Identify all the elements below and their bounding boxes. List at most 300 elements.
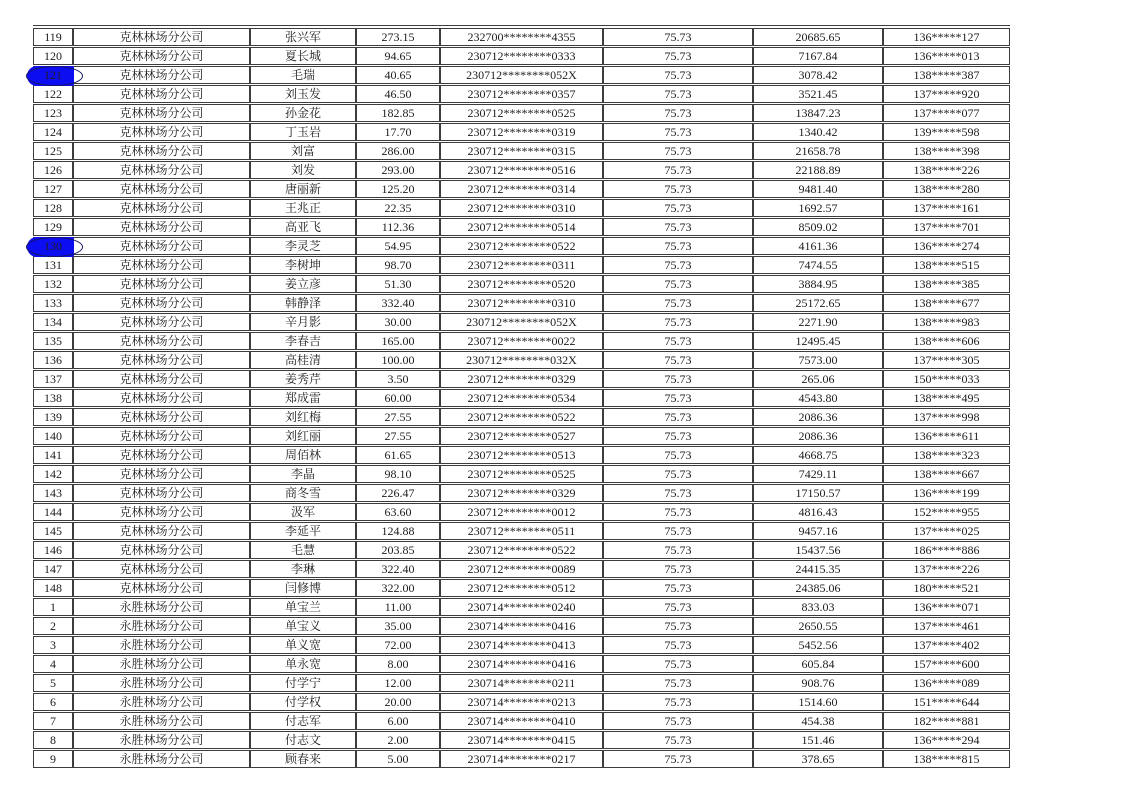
- cell-id-number: [440, 503, 603, 521]
- company-value: 永胜林场分公司: [119, 676, 204, 690]
- cell-rate: [603, 598, 753, 616]
- amount-value: 9481.40: [798, 182, 838, 196]
- cell-id-number: [440, 199, 603, 217]
- table-row: [33, 142, 1010, 160]
- table-row: [33, 123, 1010, 141]
- amount-value: 9457.16: [798, 524, 838, 538]
- quantity-value: 286.00: [381, 144, 415, 158]
- amount-value: 7429.11: [798, 467, 838, 481]
- phone-value: 138*****983: [913, 315, 980, 329]
- person-name-value: 姜立彦: [284, 277, 321, 291]
- cell-quantity: [356, 560, 440, 578]
- cell-id-number: [440, 693, 603, 711]
- cell-row-index: [33, 712, 73, 730]
- person-name-value: 单宝兰: [284, 600, 321, 614]
- cell-phone: [883, 598, 1010, 616]
- amount-value: 605.84: [801, 657, 835, 671]
- cell-row-index: [33, 237, 73, 255]
- cell-phone: [883, 750, 1010, 768]
- cell-phone: [883, 636, 1010, 654]
- cell-company: [73, 408, 250, 426]
- cell-row-index: [33, 313, 73, 331]
- cell-quantity: [356, 579, 440, 597]
- quantity-value: 35.00: [384, 619, 412, 633]
- cell-quantity: [356, 731, 440, 749]
- id-number-value: 230712********0522: [467, 239, 576, 253]
- quantity-value: 27.55: [384, 429, 412, 443]
- cell-phone: [883, 104, 1010, 122]
- cell-amount: [753, 370, 883, 388]
- cell-rate: [603, 313, 753, 331]
- cell-quantity: [356, 123, 440, 141]
- row-index-value: 9: [50, 752, 56, 766]
- phone-value: 138*****495: [913, 391, 980, 405]
- cell-person-name: [250, 332, 356, 350]
- quantity-value: 94.65: [384, 49, 412, 63]
- amount-value: 833.03: [801, 600, 835, 614]
- cell-id-number: [440, 712, 603, 730]
- cell-rate: [603, 617, 753, 635]
- quantity-value: 112.36: [381, 220, 415, 234]
- cell-rate: [603, 693, 753, 711]
- company-value: 克林林场分公司: [119, 353, 204, 367]
- cell-person-name: [250, 484, 356, 502]
- cell-id-number: [440, 256, 603, 274]
- row-index-value: 120: [44, 49, 62, 63]
- cell-person-name: [250, 541, 356, 559]
- cell-person-name: [250, 712, 356, 730]
- table-row: [33, 427, 1010, 445]
- table-row: [33, 465, 1010, 483]
- quantity-value: 11.00: [384, 600, 412, 614]
- phone-value: 138*****677: [913, 296, 980, 310]
- quantity-value: 100.00: [381, 353, 415, 367]
- cell-phone: [883, 389, 1010, 407]
- id-number-value: 230712********0522: [467, 543, 576, 557]
- row-index-value: 132: [44, 277, 62, 291]
- phone-value: 136*****611: [913, 429, 980, 443]
- cell-rate: [603, 237, 753, 255]
- cell-company: [73, 351, 250, 369]
- rate-value: 75.73: [664, 391, 692, 405]
- quantity-value: 61.65: [384, 448, 412, 462]
- id-number-value: 230714********0415: [467, 733, 576, 747]
- company-value: 永胜林场分公司: [119, 657, 204, 671]
- rate-value: 75.73: [664, 296, 692, 310]
- rate-value: 75.73: [664, 106, 692, 120]
- company-value: 克林林场分公司: [119, 543, 204, 557]
- id-number-value: 230712********032X: [466, 353, 577, 367]
- cell-quantity: [356, 275, 440, 293]
- table-row: [33, 104, 1010, 122]
- id-number-value: 230712********0516: [467, 163, 576, 177]
- quantity-value: 203.85: [381, 543, 415, 557]
- cell-company: [73, 579, 250, 597]
- table-row: [33, 370, 1010, 388]
- person-name-value: 丁玉岩: [284, 125, 321, 139]
- amount-value: 4161.36: [798, 239, 838, 253]
- id-number-value: 230712********0022: [467, 334, 576, 348]
- quantity-value: 98.70: [384, 258, 412, 272]
- amount-value: 908.76: [801, 676, 835, 690]
- id-number-value: 230712********0310: [467, 296, 576, 310]
- amount-value: 12495.45: [795, 334, 841, 348]
- rate-value: 75.73: [664, 695, 692, 709]
- rate-value: 75.73: [664, 505, 692, 519]
- rate-value: 75.73: [664, 676, 692, 690]
- row-index-value: 122: [44, 87, 62, 101]
- rate-value: 75.73: [664, 619, 692, 633]
- cell-phone: [883, 85, 1010, 103]
- company-value: 克林林场分公司: [119, 429, 204, 443]
- cell-id-number: [440, 636, 603, 654]
- cell-rate: [603, 465, 753, 483]
- row-index-value: 130: [44, 239, 62, 253]
- cell-row-index: [33, 465, 73, 483]
- person-name-value: 张兴军: [284, 30, 321, 44]
- amount-value: 7573.00: [798, 353, 838, 367]
- cell-company: [73, 294, 250, 312]
- quantity-value: 322.00: [381, 581, 415, 595]
- quantity-value: 20.00: [384, 695, 412, 709]
- amount-value: 2086.36: [798, 429, 838, 443]
- id-number-value: 230712********0513: [467, 448, 576, 462]
- cell-phone: [883, 465, 1010, 483]
- cell-quantity: [356, 503, 440, 521]
- amount-value: 22188.89: [795, 163, 841, 177]
- phone-value: 138*****387: [913, 68, 980, 82]
- cell-phone: [883, 218, 1010, 236]
- quantity-value: 273.15: [381, 30, 415, 44]
- cell-company: [73, 313, 250, 331]
- person-name-value: 商冬雪: [284, 486, 321, 500]
- person-name-value: 李延平: [284, 524, 321, 538]
- id-number-value: 230714********0410: [467, 714, 576, 728]
- cell-person-name: [250, 256, 356, 274]
- person-name-value: 韩静泽: [284, 296, 321, 310]
- quantity-value: 2.00: [387, 733, 409, 747]
- cell-quantity: [356, 446, 440, 464]
- cell-amount: [753, 161, 883, 179]
- cell-id-number: [440, 579, 603, 597]
- id-number-value: 230712********0357: [467, 87, 576, 101]
- person-name-value: 李晶: [290, 467, 315, 481]
- quantity-value: 8.00: [387, 657, 409, 671]
- person-name-value: 唐丽新: [284, 182, 321, 196]
- row-index-value: 143: [44, 486, 62, 500]
- cell-company: [73, 218, 250, 236]
- phone-value: 136*****089: [913, 676, 980, 690]
- cell-rate: [603, 731, 753, 749]
- cell-amount: [753, 598, 883, 616]
- person-name-value: 李春吉: [284, 334, 321, 348]
- rate-value: 75.73: [664, 201, 692, 215]
- id-number-value: 230712********0329: [467, 486, 576, 500]
- cell-amount: [753, 636, 883, 654]
- cell-quantity: [356, 47, 440, 65]
- cell-company: [73, 598, 250, 616]
- phone-value: 137*****701: [913, 220, 980, 234]
- cell-id-number: [440, 123, 603, 141]
- cell-quantity: [356, 237, 440, 255]
- cell-row-index: [33, 161, 73, 179]
- cell-amount: [753, 199, 883, 217]
- cell-company: [73, 731, 250, 749]
- cell-person-name: [250, 104, 356, 122]
- table-row: [33, 560, 1010, 578]
- amount-value: 15437.56: [795, 543, 841, 557]
- row-index-value: 136: [44, 353, 62, 367]
- amount-value: 17150.57: [795, 486, 841, 500]
- phone-value: 138*****398: [913, 144, 980, 158]
- cell-id-number: [440, 655, 603, 673]
- row-index-value: 6: [50, 695, 56, 709]
- company-value: 克林林场分公司: [119, 505, 204, 519]
- company-value: 克林林场分公司: [119, 258, 204, 272]
- company-value: 克林林场分公司: [119, 372, 204, 386]
- cell-row-index: [33, 541, 73, 559]
- amount-value: 13847.23: [795, 106, 841, 120]
- cell-company: [73, 560, 250, 578]
- phone-value: 138*****815: [913, 752, 980, 766]
- row-index-value: 124: [44, 125, 62, 139]
- amount-value: 265.06: [801, 372, 835, 386]
- cell-quantity: [356, 674, 440, 692]
- company-value: 永胜林场分公司: [119, 752, 204, 766]
- cell-person-name: [250, 351, 356, 369]
- cell-phone: [883, 712, 1010, 730]
- cell-quantity: [356, 142, 440, 160]
- rate-value: 75.73: [664, 600, 692, 614]
- cell-rate: [603, 408, 753, 426]
- company-value: 克林林场分公司: [119, 68, 204, 82]
- cell-person-name: [250, 237, 356, 255]
- cell-phone: [883, 351, 1010, 369]
- cell-amount: [753, 503, 883, 521]
- cell-phone: [883, 408, 1010, 426]
- table-row: [33, 28, 1010, 46]
- table-row: [33, 446, 1010, 464]
- phone-value: 137*****998: [913, 410, 980, 424]
- row-index-value: 142: [44, 467, 62, 481]
- cell-amount: [753, 712, 883, 730]
- row-index-value: 131: [44, 258, 62, 272]
- company-value: 永胜林场分公司: [119, 714, 204, 728]
- cell-id-number: [440, 408, 603, 426]
- cell-rate: [603, 560, 753, 578]
- rate-value: 75.73: [664, 524, 692, 538]
- cell-amount: [753, 560, 883, 578]
- cell-phone: [883, 161, 1010, 179]
- cell-person-name: [250, 123, 356, 141]
- cell-id-number: [440, 560, 603, 578]
- row-index-value: 127: [44, 182, 62, 196]
- cell-person-name: [250, 85, 356, 103]
- cell-id-number: [440, 294, 603, 312]
- row-index-value: 129: [44, 220, 62, 234]
- row-index-value: 139: [44, 410, 62, 424]
- quantity-value: 98.10: [384, 467, 412, 481]
- cell-phone: [883, 693, 1010, 711]
- cell-quantity: [356, 218, 440, 236]
- cell-amount: [753, 541, 883, 559]
- cell-row-index: [33, 503, 73, 521]
- cell-person-name: [250, 465, 356, 483]
- amount-value: 7474.55: [798, 258, 838, 272]
- cell-amount: [753, 256, 883, 274]
- quantity-value: 12.00: [384, 676, 412, 690]
- amount-value: 24385.06: [795, 581, 841, 595]
- cell-rate: [603, 351, 753, 369]
- cell-row-index: [33, 617, 73, 635]
- cell-amount: [753, 465, 883, 483]
- cell-phone: [883, 579, 1010, 597]
- cell-quantity: [356, 199, 440, 217]
- person-name-value: 周佰林: [284, 448, 321, 462]
- table-row: [33, 313, 1010, 331]
- cell-amount: [753, 313, 883, 331]
- company-value: 永胜林场分公司: [119, 733, 204, 747]
- phone-value: 138*****515: [913, 258, 980, 272]
- cell-person-name: [250, 674, 356, 692]
- cell-phone: [883, 199, 1010, 217]
- phone-value: 138*****280: [913, 182, 980, 196]
- cell-person-name: [250, 218, 356, 236]
- cell-amount: [753, 104, 883, 122]
- rate-value: 75.73: [664, 448, 692, 462]
- cell-row-index: [33, 579, 73, 597]
- amount-value: 2086.36: [798, 410, 838, 424]
- company-value: 永胜林场分公司: [119, 638, 204, 652]
- company-value: 克林林场分公司: [119, 182, 204, 196]
- amount-value: 3884.95: [798, 277, 838, 291]
- cell-row-index: [33, 484, 73, 502]
- id-number-value: 230712********0089: [467, 562, 576, 576]
- cell-rate: [603, 541, 753, 559]
- cell-quantity: [356, 522, 440, 540]
- cell-id-number: [440, 28, 603, 46]
- cell-person-name: [250, 617, 356, 635]
- cell-quantity: [356, 389, 440, 407]
- person-name-value: 郑成雷: [284, 391, 321, 405]
- row-index-value: 141: [44, 448, 62, 462]
- id-number-value: 230712********0329: [467, 372, 576, 386]
- id-number-value: 230712********052X: [466, 315, 577, 329]
- id-number-value: 230712********0512: [467, 581, 576, 595]
- quantity-value: 124.88: [381, 524, 415, 538]
- cell-row-index: [33, 66, 73, 84]
- cell-amount: [753, 427, 883, 445]
- amount-value: 25172.65: [795, 296, 841, 310]
- person-name-value: 刘红梅: [284, 410, 321, 424]
- rate-value: 75.73: [664, 372, 692, 386]
- cell-id-number: [440, 332, 603, 350]
- id-number-value: 230712********0310: [467, 201, 576, 215]
- phone-value: 186*****886: [913, 543, 980, 557]
- cell-quantity: [356, 712, 440, 730]
- phone-value: 157*****600: [913, 657, 980, 671]
- row-index-value: 148: [44, 581, 62, 595]
- person-name-value: 王兆正: [284, 201, 321, 215]
- table-row: [33, 66, 1010, 84]
- cell-id-number: [440, 104, 603, 122]
- rate-value: 75.73: [664, 752, 692, 766]
- quantity-value: 63.60: [384, 505, 412, 519]
- person-name-value: 付志文: [284, 733, 321, 747]
- person-name-value: 高亚飞: [284, 220, 321, 234]
- cell-row-index: [33, 104, 73, 122]
- person-name-value: 汲军: [290, 505, 315, 519]
- table-body: [33, 28, 1010, 768]
- cell-id-number: [440, 237, 603, 255]
- quantity-value: 165.00: [381, 334, 415, 348]
- cell-company: [73, 503, 250, 521]
- table-row: [33, 199, 1010, 217]
- id-number-value: 230712********0012: [467, 505, 576, 519]
- table-row: [33, 85, 1010, 103]
- cell-id-number: [440, 465, 603, 483]
- id-number-value: 230712********0315: [467, 144, 576, 158]
- cell-quantity: [356, 427, 440, 445]
- id-number-value: 230714********0213: [467, 695, 576, 709]
- table-row: [33, 332, 1010, 350]
- cell-amount: [753, 218, 883, 236]
- cell-person-name: [250, 66, 356, 84]
- amount-value: 4668.75: [798, 448, 838, 462]
- cell-phone: [883, 370, 1010, 388]
- rate-value: 75.73: [664, 30, 692, 44]
- table-top-edge-line: [33, 25, 1010, 26]
- rate-value: 75.73: [664, 429, 692, 443]
- row-index-value: 128: [44, 201, 62, 215]
- cell-rate: [603, 294, 753, 312]
- cell-row-index: [33, 123, 73, 141]
- company-value: 克林林场分公司: [119, 201, 204, 215]
- table-row: [33, 579, 1010, 597]
- cell-company: [73, 180, 250, 198]
- cell-phone: [883, 123, 1010, 141]
- table-row: [33, 389, 1010, 407]
- cell-rate: [603, 674, 753, 692]
- quantity-value: 322.40: [381, 562, 415, 576]
- cell-row-index: [33, 750, 73, 768]
- table-row: [33, 47, 1010, 65]
- cell-rate: [603, 104, 753, 122]
- table-row: [33, 161, 1010, 179]
- person-name-value: 刘发: [290, 163, 315, 177]
- cell-rate: [603, 370, 753, 388]
- amount-value: 8509.02: [798, 220, 838, 234]
- cell-person-name: [250, 275, 356, 293]
- cell-row-index: [33, 598, 73, 616]
- quantity-value: 30.00: [384, 315, 412, 329]
- company-value: 永胜林场分公司: [119, 619, 204, 633]
- person-name-value: 付学宁: [284, 676, 321, 690]
- amount-value: 5452.56: [798, 638, 838, 652]
- cell-row-index: [33, 693, 73, 711]
- cell-company: [73, 617, 250, 635]
- amount-value: 4816.43: [798, 505, 838, 519]
- cell-rate: [603, 712, 753, 730]
- row-index-value: 146: [44, 543, 62, 557]
- company-value: 永胜林场分公司: [119, 695, 204, 709]
- cell-person-name: [250, 427, 356, 445]
- cell-person-name: [250, 503, 356, 521]
- company-value: 克林林场分公司: [119, 239, 204, 253]
- cell-company: [73, 199, 250, 217]
- row-index-value: 147: [44, 562, 62, 576]
- company-value: 克林林场分公司: [119, 277, 204, 291]
